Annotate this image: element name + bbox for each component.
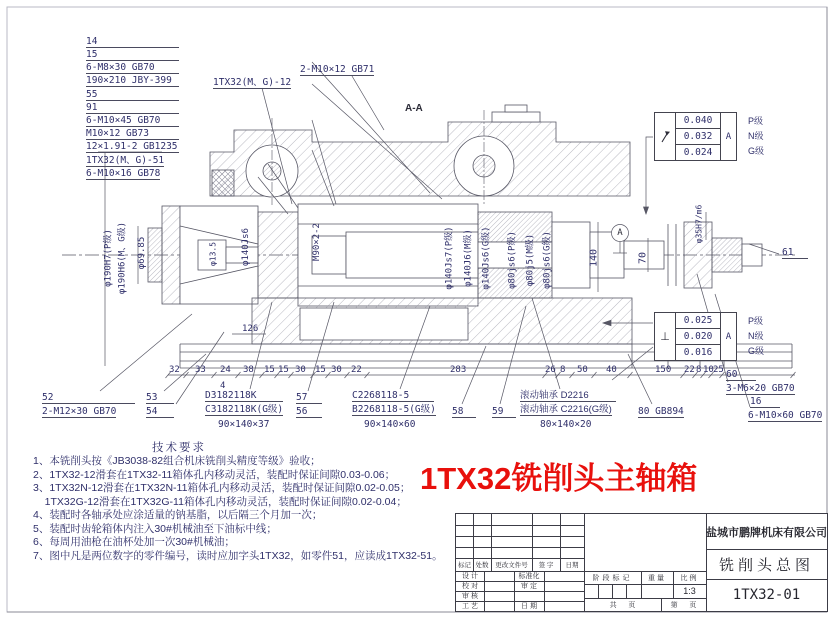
tolerance-value: 0.032	[676, 128, 721, 145]
callout-text: 59	[492, 406, 516, 418]
callout-60	[726, 369, 756, 381]
role-review: 审 核	[462, 593, 478, 600]
callout-60-detail	[726, 383, 795, 395]
callout-text: 16	[750, 396, 780, 408]
role-standard: 标准化	[518, 573, 540, 580]
callout-text: 1TX32(M、G)-51	[86, 155, 165, 166]
dim-vertical: φ69.85	[137, 236, 147, 270]
callout-text: 6-M10×45 GB70	[86, 115, 179, 127]
tech-item: 6、每周用油枪在油杯处加一次30#机械油；	[33, 536, 235, 548]
tolerance-frame-upper	[654, 112, 737, 161]
callout-bearing2-line1	[352, 390, 434, 402]
callout-text: 3-M6×20 GB70	[726, 383, 795, 394]
dim-vertical: M90×2-2	[312, 223, 322, 261]
callout-label	[86, 168, 160, 180]
rev-col-mark: 标记	[458, 562, 471, 569]
tech-item: 2、1TX32-12滑套在1TX32-11箱体孔内移动灵活，装配时保证间隙0.03-0.06；	[33, 469, 396, 481]
callout-label	[86, 89, 179, 101]
callout-label	[86, 128, 179, 140]
callout-label	[86, 62, 179, 74]
tech-item: 1TX32G-12滑套在1TX32G-11箱体孔内移动灵活，装配时保证间隙0.02-0.04；	[33, 496, 407, 508]
rev-col-sign: 签 字	[538, 562, 554, 569]
dim-vertical: φ190H7(P级)	[103, 229, 114, 287]
callout-bearing1-line1	[205, 390, 283, 402]
callout-text: 1TX32(M、G)-12	[213, 77, 292, 88]
dim-label: 15	[278, 365, 289, 375]
sheet-number: 第 页	[670, 601, 697, 609]
tolerance-value: 0.020	[676, 328, 721, 345]
callout-text: 57	[296, 392, 322, 404]
role-date: 日 期	[521, 603, 537, 610]
dim-label: 10	[703, 365, 714, 375]
callout-text: 58	[452, 406, 476, 418]
callout-text: 滚动轴承 C2216(G级)	[520, 404, 612, 415]
drawing-main-title: 1TX32铣削头主轴箱	[420, 461, 698, 496]
dim-vertical: φ80js6(G级)	[542, 231, 553, 289]
stage-mark-label: 阶段标记	[592, 574, 633, 582]
dim-vertical: 70	[637, 251, 649, 265]
dim-label: 30	[331, 365, 342, 375]
callout-text: 80 GB894	[638, 406, 684, 417]
callout-text: 53	[146, 392, 174, 404]
section-label: A-A	[405, 103, 423, 114]
callout-label	[86, 49, 179, 61]
callout-text: 6-M8×30 GB70	[86, 62, 179, 74]
bearing2-size: 90×140×60	[364, 419, 416, 430]
dim-label: 38	[243, 365, 254, 375]
callout-text: 2-M12×30 GB70	[42, 406, 117, 417]
dim-label: 30	[295, 365, 306, 375]
callout-bearing1-line2	[205, 404, 283, 416]
tolerance-value: 0.024	[676, 144, 721, 161]
dim-label: 4	[220, 381, 226, 391]
callout-text: 61	[782, 247, 808, 259]
tolerance-value: 0.040	[676, 112, 721, 129]
callout-text: M10×12 GB73	[86, 128, 179, 140]
dim-label: 33	[195, 365, 206, 375]
callout-bolts	[300, 64, 374, 76]
grade-label: G级	[748, 346, 765, 356]
tolerance-datum: A	[721, 112, 737, 161]
tolerance-value: 0.016	[676, 344, 721, 361]
company-name: 盐城市鹏牌机床有限公司	[706, 526, 827, 539]
role-process: 工 艺	[462, 603, 478, 610]
callout-52-detail	[42, 406, 116, 418]
dim-label: 15	[264, 365, 275, 375]
callout-text: 15	[86, 49, 179, 61]
callout-label	[86, 36, 179, 48]
callout-label	[86, 115, 179, 127]
dim-label: 32	[169, 365, 180, 375]
dim-vertical: φ140Js6(G级)	[481, 226, 492, 290]
callout-16-detail	[748, 410, 822, 422]
dim-label: 24	[220, 365, 231, 375]
bearing3-size: 80×140×20	[540, 419, 592, 430]
callout-label	[86, 141, 179, 153]
bearing1-size: 90×140×37	[218, 419, 270, 430]
grade-label: P级	[748, 116, 764, 126]
callout-text: 2-M10×12 GB71	[300, 64, 375, 75]
tech-item: 7、图中凡是两位数字的零件编号，读时应加字头1TX32，如零件51，应读成1TX32-51。	[33, 550, 443, 562]
grade-label: P级	[748, 316, 764, 326]
callout-text: 14	[86, 36, 179, 48]
grade-label: G级	[748, 146, 765, 156]
callout-text: 6-M10×60 GB70	[748, 410, 823, 421]
tolerance-datum: A	[721, 312, 737, 361]
datum-a-label: A	[617, 228, 623, 238]
dim-vertical: 140	[588, 248, 600, 268]
role-design: 设 计	[462, 573, 478, 580]
callout-bearing3-line1	[520, 390, 616, 402]
dim-label: 15	[315, 365, 326, 375]
callout-text: 滚动轴承 D2216	[520, 390, 616, 402]
dim-vertical: φ190H6(M、G级)	[117, 221, 128, 295]
callout-text: B2268118-5(G级)	[352, 404, 436, 415]
dim-vertical: φ35H7/m6	[694, 204, 704, 244]
rev-col-date: 日期	[565, 562, 579, 569]
callout-52	[42, 392, 135, 404]
tolerance-value: 0.025	[676, 312, 721, 329]
callout-text: 54	[146, 406, 174, 418]
drawing-name: 铣削头总图	[718, 556, 814, 574]
role-approve: 审 定	[521, 583, 537, 590]
dim-label: 8	[696, 365, 702, 375]
perpendicularity-icon: ⊥	[654, 312, 676, 361]
weight-label: 重量	[648, 574, 666, 582]
callout-58	[452, 406, 476, 418]
dim-label: 283	[450, 365, 467, 375]
dim-vertical: φ80js6(P级)	[507, 231, 518, 289]
rev-col-doc: 更改文件号	[495, 562, 528, 569]
callout-53	[146, 392, 174, 404]
callout-text: 52	[42, 392, 135, 404]
role-check: 校 对	[462, 583, 478, 590]
callout-text: 55	[86, 89, 179, 101]
callout-59	[492, 406, 516, 418]
drawing-number: 1TX32-01	[732, 587, 801, 603]
grade-label: N级	[748, 131, 764, 141]
tolerance-frame-lower	[654, 312, 737, 361]
title-block	[455, 513, 828, 612]
callout-text: D3182118K	[205, 390, 283, 402]
dim-label: 50	[577, 365, 588, 375]
callout-text: 91	[86, 102, 179, 114]
callout-61	[782, 247, 808, 259]
sheet-total: 共 页	[609, 601, 636, 609]
callout-56	[296, 406, 322, 418]
dim-label: 8	[560, 365, 566, 375]
dim-vertical: φ80j5(M级)	[525, 233, 536, 287]
callout-bearing2-line2	[352, 404, 436, 416]
callout-text: C2268118-5	[352, 390, 434, 402]
callout-label	[86, 75, 179, 87]
scale-label: 比例	[680, 574, 699, 582]
dim-label: 126	[242, 324, 259, 334]
callout-text: 12×1.91-2 GB1235	[86, 141, 178, 152]
dim-vertical: φ140Js7(P级)	[444, 226, 455, 290]
tech-item: 4、装配时各轴承处应涂适量的钠基脂，以后隔三个月加一次；	[33, 509, 323, 521]
tech-item: 3、1TX32N-12滑套在1TX32N-11箱体孔内移动灵活，装配时保证间隙0.02-0.05；	[33, 482, 411, 494]
grade-label: N级	[748, 331, 764, 341]
tech-requirements-title: 技术要求	[152, 442, 206, 454]
callout-label	[86, 102, 179, 114]
dim-vertical: φ13.5	[208, 241, 218, 267]
callout-sleeve	[213, 77, 291, 89]
tech-item: 1、本铣削头按《JB3038-82组合机床铣削头精度等级》验收；	[33, 455, 321, 467]
dim-label: 25	[713, 365, 724, 375]
rev-col-count: 处数	[475, 562, 489, 569]
callout-text: 190×210 JBY-399	[86, 75, 179, 87]
callout-text: 56	[296, 406, 322, 418]
scale-value: 1:3	[683, 586, 696, 596]
dim-vertical: φ140J6(M级)	[463, 229, 474, 287]
callout-bearing3-line2	[520, 404, 612, 416]
callout-text: 6-M10×16 GB78	[86, 168, 161, 179]
dim-label: 26	[545, 365, 556, 375]
dim-label: 22	[351, 365, 362, 375]
tech-item: 5、装配时齿轮箱体内注入30#机械油至下油标中线；	[33, 523, 277, 535]
dim-label: 22	[684, 365, 695, 375]
callout-54	[146, 406, 174, 418]
dim-label: 150	[655, 365, 672, 375]
dim-label: 40	[606, 365, 617, 375]
callout-57	[296, 392, 322, 404]
callout-80	[638, 406, 684, 418]
dim-vertical: φ140Js6	[241, 228, 251, 266]
callout-text: C3182118K(G级)	[205, 404, 284, 415]
callout-label	[86, 155, 164, 167]
circular-runout-icon	[654, 112, 676, 161]
callout-text: 60	[726, 369, 756, 381]
callout-16	[750, 396, 780, 408]
